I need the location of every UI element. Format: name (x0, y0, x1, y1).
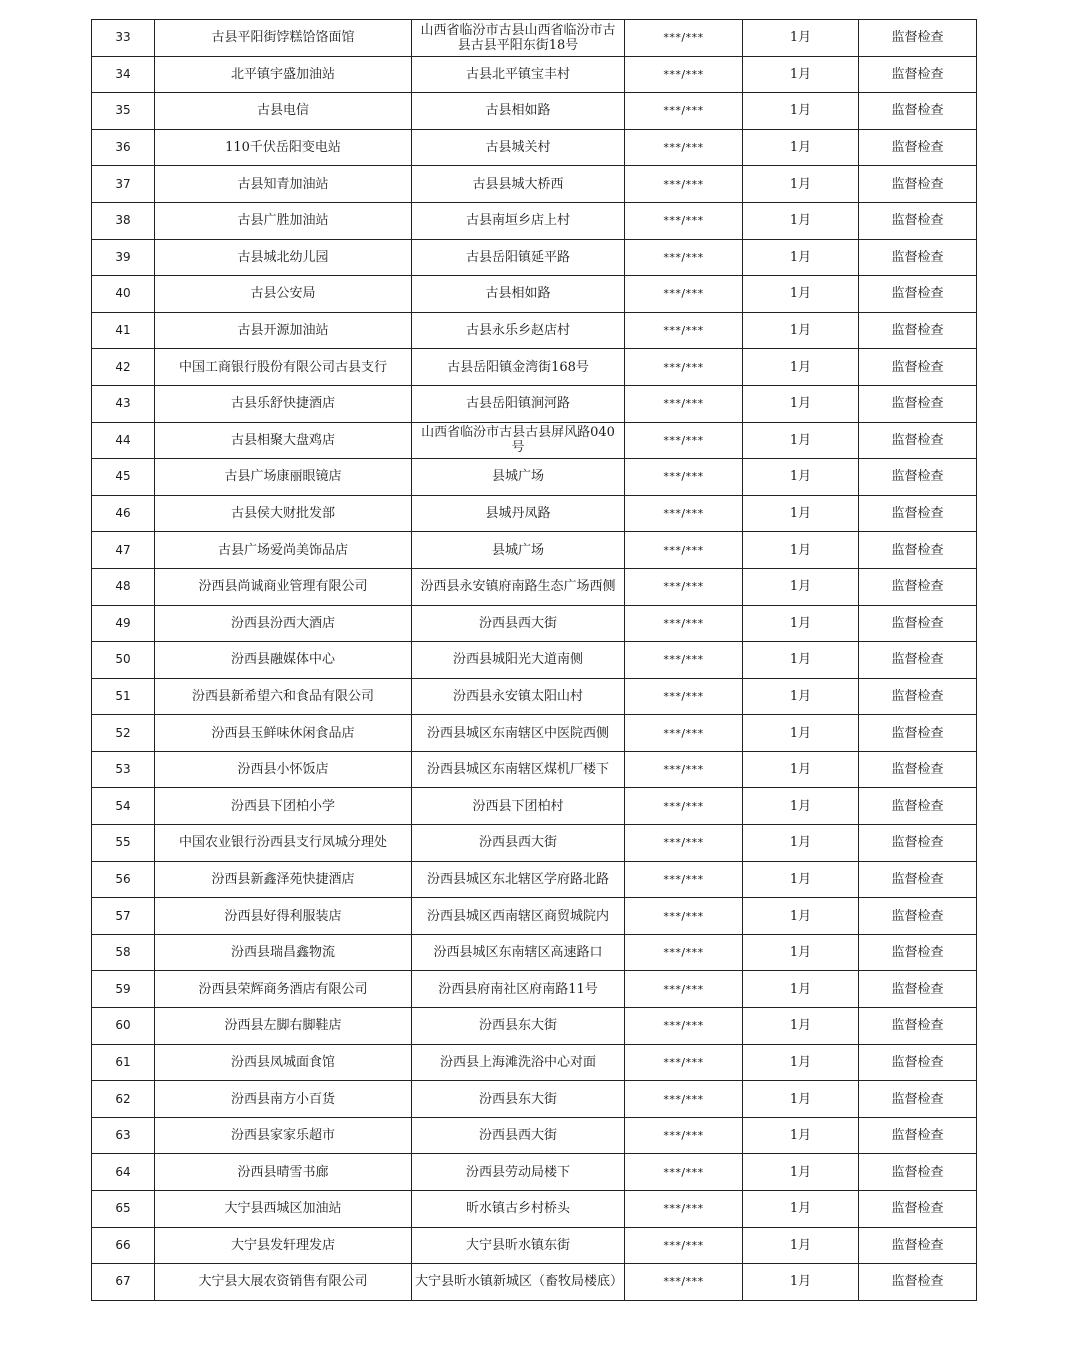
cell-unit-name: 北平镇宇盛加油站 (155, 56, 412, 93)
cell-number: 43 (92, 385, 155, 422)
cell-number: 37 (92, 166, 155, 203)
cell-address: 汾西县城区东南辖区煤机厂楼下 (412, 751, 625, 788)
cell-inspection-type: 监督检查 (859, 56, 977, 93)
cell-inspection-type: 监督检查 (859, 532, 977, 569)
cell-code: ***/*** (625, 1117, 743, 1154)
table-row (92, 385, 977, 422)
cell-unit-name: 汾西县尚诚商业管理有限公司 (155, 568, 412, 605)
cell-number: 61 (92, 1044, 155, 1081)
cell-address: 县城广场 (412, 459, 625, 496)
table-row (92, 1191, 977, 1228)
cell-inspection-type: 监督检查 (859, 825, 977, 862)
cell-number: 67 (92, 1264, 155, 1301)
cell-month: 1月 (743, 642, 859, 679)
cell-number: 58 (92, 934, 155, 971)
cell-unit-name: 汾西县好得利服装店 (155, 898, 412, 935)
table-row (92, 678, 977, 715)
cell-address: 山西省临汾市古县古县屏风路040号 (412, 422, 625, 459)
cell-inspection-type: 监督检查 (859, 349, 977, 386)
table-row (92, 825, 977, 862)
cell-unit-name: 古县公安局 (155, 276, 412, 313)
cell-unit-name: 古县城北幼儿园 (155, 239, 412, 276)
cell-number: 48 (92, 568, 155, 605)
cell-inspection-type: 监督检查 (859, 1264, 977, 1301)
cell-address: 汾西县永安镇太阳山村 (412, 678, 625, 715)
table-row (92, 93, 977, 130)
cell-unit-name: 汾西县汾西大酒店 (155, 605, 412, 642)
cell-number: 65 (92, 1191, 155, 1228)
cell-code: ***/*** (625, 715, 743, 752)
cell-number: 49 (92, 605, 155, 642)
cell-inspection-type: 监督检查 (859, 1008, 977, 1045)
cell-inspection-type: 监督检查 (859, 898, 977, 935)
cell-code: ***/*** (625, 532, 743, 569)
cell-code: ***/*** (625, 971, 743, 1008)
cell-unit-name: 古县乐舒快捷酒店 (155, 385, 412, 422)
cell-number: 63 (92, 1117, 155, 1154)
cell-unit-name: 古县侯大财批发部 (155, 495, 412, 532)
cell-number: 53 (92, 751, 155, 788)
cell-number: 55 (92, 825, 155, 862)
cell-number: 59 (92, 971, 155, 1008)
cell-month: 1月 (743, 422, 859, 459)
cell-address: 山西省临汾市古县山西省临汾市古县古县平阳东街18号 (412, 20, 625, 57)
cell-unit-name: 汾西县玉鲜味休闲食品店 (155, 715, 412, 752)
cell-month: 1月 (743, 715, 859, 752)
cell-month: 1月 (743, 1044, 859, 1081)
table-row (92, 1227, 977, 1264)
cell-month: 1月 (743, 825, 859, 862)
cell-code: ***/*** (625, 129, 743, 166)
cell-code: ***/*** (625, 239, 743, 276)
cell-unit-name: 汾西县下团柏小学 (155, 788, 412, 825)
cell-month: 1月 (743, 459, 859, 496)
cell-number: 52 (92, 715, 155, 752)
cell-inspection-type: 监督检查 (859, 129, 977, 166)
table-row (92, 861, 977, 898)
table-row (92, 934, 977, 971)
cell-month: 1月 (743, 605, 859, 642)
cell-code: ***/*** (625, 312, 743, 349)
cell-code: ***/*** (625, 825, 743, 862)
cell-month: 1月 (743, 349, 859, 386)
cell-address: 汾西县东大街 (412, 1008, 625, 1045)
cell-number: 39 (92, 239, 155, 276)
table-row (92, 20, 977, 57)
cell-unit-name: 汾西县新鑫泽苑快捷酒店 (155, 861, 412, 898)
inspection-table (91, 19, 977, 1301)
cell-inspection-type: 监督检查 (859, 934, 977, 971)
cell-address: 古县岳阳镇延平路 (412, 239, 625, 276)
table-row (92, 568, 977, 605)
cell-inspection-type: 监督检查 (859, 861, 977, 898)
cell-inspection-type: 监督检查 (859, 1044, 977, 1081)
cell-address: 古县城关村 (412, 129, 625, 166)
cell-month: 1月 (743, 1154, 859, 1191)
cell-address: 汾西县上海滩洗浴中心对面 (412, 1044, 625, 1081)
table-row (92, 1264, 977, 1301)
cell-address: 古县县城大桥西 (412, 166, 625, 203)
cell-month: 1月 (743, 1191, 859, 1228)
table-row (92, 751, 977, 788)
cell-code: ***/*** (625, 422, 743, 459)
cell-address: 县城广场 (412, 532, 625, 569)
cell-code: ***/*** (625, 385, 743, 422)
cell-unit-name: 汾西县晴雪书廊 (155, 1154, 412, 1191)
cell-address: 汾西县府南社区府南路11号 (412, 971, 625, 1008)
cell-address: 汾西县西大街 (412, 1117, 625, 1154)
cell-inspection-type: 监督检查 (859, 276, 977, 313)
cell-unit-name: 大宁县发轩理发店 (155, 1227, 412, 1264)
cell-month: 1月 (743, 202, 859, 239)
cell-inspection-type: 监督检查 (859, 93, 977, 130)
table-row (92, 129, 977, 166)
cell-month: 1月 (743, 861, 859, 898)
cell-code: ***/*** (625, 1227, 743, 1264)
cell-address: 汾西县永安镇府南路生态广场西侧 (412, 568, 625, 605)
table-row (92, 642, 977, 679)
cell-code: ***/*** (625, 861, 743, 898)
table-row (92, 898, 977, 935)
cell-month: 1月 (743, 20, 859, 57)
cell-number: 38 (92, 202, 155, 239)
cell-inspection-type: 监督检查 (859, 715, 977, 752)
cell-inspection-type: 监督检查 (859, 312, 977, 349)
table-row (92, 495, 977, 532)
cell-address: 古县南垣乡店上村 (412, 202, 625, 239)
cell-month: 1月 (743, 678, 859, 715)
cell-number: 64 (92, 1154, 155, 1191)
table-row (92, 1044, 977, 1081)
cell-code: ***/*** (625, 1154, 743, 1191)
cell-unit-name: 汾西县小怀饭店 (155, 751, 412, 788)
cell-month: 1月 (743, 276, 859, 313)
cell-inspection-type: 监督检查 (859, 642, 977, 679)
table-row (92, 971, 977, 1008)
cell-number: 40 (92, 276, 155, 313)
cell-code: ***/*** (625, 1191, 743, 1228)
cell-month: 1月 (743, 495, 859, 532)
cell-number: 60 (92, 1008, 155, 1045)
table-row (92, 1154, 977, 1191)
cell-unit-name: 古县相聚大盘鸡店 (155, 422, 412, 459)
cell-month: 1月 (743, 1117, 859, 1154)
cell-inspection-type: 监督检查 (859, 202, 977, 239)
cell-inspection-type: 监督检查 (859, 1117, 977, 1154)
cell-code: ***/*** (625, 605, 743, 642)
table-row (92, 459, 977, 496)
cell-number: 34 (92, 56, 155, 93)
cell-number: 57 (92, 898, 155, 935)
cell-inspection-type: 监督检查 (859, 1081, 977, 1118)
cell-inspection-type: 监督检查 (859, 166, 977, 203)
cell-inspection-type: 监督检查 (859, 971, 977, 1008)
cell-address: 汾西县东大街 (412, 1081, 625, 1118)
cell-code: ***/*** (625, 495, 743, 532)
cell-code: ***/*** (625, 202, 743, 239)
table-row (92, 349, 977, 386)
cell-code: ***/*** (625, 459, 743, 496)
cell-month: 1月 (743, 166, 859, 203)
cell-inspection-type: 监督检查 (859, 1227, 977, 1264)
cell-code: ***/*** (625, 1264, 743, 1301)
cell-address: 汾西县西大街 (412, 605, 625, 642)
cell-month: 1月 (743, 568, 859, 605)
cell-month: 1月 (743, 312, 859, 349)
cell-unit-name: 大宁县大展农资销售有限公司 (155, 1264, 412, 1301)
cell-code: ***/*** (625, 751, 743, 788)
cell-address: 昕水镇古乡村桥头 (412, 1191, 625, 1228)
cell-month: 1月 (743, 532, 859, 569)
cell-address: 古县岳阳镇涧河路 (412, 385, 625, 422)
cell-unit-name: 古县开源加油站 (155, 312, 412, 349)
table-row (92, 1081, 977, 1118)
table-row (92, 239, 977, 276)
cell-unit-name: 中国工商银行股份有限公司古县支行 (155, 349, 412, 386)
cell-address: 汾西县城区西南辖区商贸城院内 (412, 898, 625, 935)
cell-unit-name: 汾西县凤城面食馆 (155, 1044, 412, 1081)
cell-number: 47 (92, 532, 155, 569)
cell-month: 1月 (743, 385, 859, 422)
cell-month: 1月 (743, 1264, 859, 1301)
table-row (92, 605, 977, 642)
cell-month: 1月 (743, 788, 859, 825)
cell-code: ***/*** (625, 934, 743, 971)
cell-code: ***/*** (625, 788, 743, 825)
cell-address: 古县北平镇宝丰村 (412, 56, 625, 93)
cell-address: 古县相如路 (412, 93, 625, 130)
cell-number: 33 (92, 20, 155, 57)
cell-number: 45 (92, 459, 155, 496)
cell-inspection-type: 监督检查 (859, 422, 977, 459)
table-row (92, 532, 977, 569)
cell-address: 汾西县下团柏村 (412, 788, 625, 825)
cell-month: 1月 (743, 1081, 859, 1118)
table-row (92, 1008, 977, 1045)
cell-code: ***/*** (625, 56, 743, 93)
cell-inspection-type: 监督检查 (859, 605, 977, 642)
cell-code: ***/*** (625, 349, 743, 386)
cell-inspection-type: 监督检查 (859, 495, 977, 532)
cell-code: ***/*** (625, 1081, 743, 1118)
table-row (92, 788, 977, 825)
cell-number: 46 (92, 495, 155, 532)
cell-address: 大宁县昕水镇东街 (412, 1227, 625, 1264)
table-row (92, 56, 977, 93)
cell-inspection-type: 监督检查 (859, 751, 977, 788)
cell-month: 1月 (743, 129, 859, 166)
cell-unit-name: 汾西县融媒体中心 (155, 642, 412, 679)
cell-unit-name: 汾西县瑞昌鑫物流 (155, 934, 412, 971)
cell-unit-name: 汾西县左脚右脚鞋店 (155, 1008, 412, 1045)
cell-month: 1月 (743, 239, 859, 276)
cell-number: 62 (92, 1081, 155, 1118)
table-row (92, 312, 977, 349)
table-body (92, 20, 977, 1301)
cell-month: 1月 (743, 934, 859, 971)
cell-month: 1月 (743, 971, 859, 1008)
table-row (92, 276, 977, 313)
table-row (92, 1117, 977, 1154)
cell-code: ***/*** (625, 1008, 743, 1045)
cell-address: 古县相如路 (412, 276, 625, 313)
cell-code: ***/*** (625, 568, 743, 605)
cell-address: 大宁县昕水镇新城区（畜牧局楼底） (412, 1264, 625, 1301)
cell-unit-name: 中国农业银行汾西县支行凤城分理处 (155, 825, 412, 862)
cell-inspection-type: 监督检查 (859, 1191, 977, 1228)
table-row (92, 422, 977, 459)
cell-address: 汾西县劳动局楼下 (412, 1154, 625, 1191)
cell-number: 66 (92, 1227, 155, 1264)
cell-unit-name: 汾西县荣辉商务酒店有限公司 (155, 971, 412, 1008)
cell-inspection-type: 监督检查 (859, 568, 977, 605)
cell-address: 古县永乐乡赵店村 (412, 312, 625, 349)
cell-address: 汾西县城区东南辖区中医院西侧 (412, 715, 625, 752)
cell-number: 56 (92, 861, 155, 898)
cell-inspection-type: 监督检查 (859, 20, 977, 57)
cell-number: 41 (92, 312, 155, 349)
cell-inspection-type: 监督检查 (859, 459, 977, 496)
cell-unit-name: 古县平阳街饽糕饸饹面馆 (155, 20, 412, 57)
cell-unit-name: 汾西县新希望六和食品有限公司 (155, 678, 412, 715)
cell-inspection-type: 监督检查 (859, 385, 977, 422)
cell-number: 51 (92, 678, 155, 715)
cell-address: 汾西县城区东南辖区高速路口 (412, 934, 625, 971)
cell-month: 1月 (743, 56, 859, 93)
cell-address: 县城丹凤路 (412, 495, 625, 532)
cell-month: 1月 (743, 93, 859, 130)
cell-month: 1月 (743, 1227, 859, 1264)
cell-number: 54 (92, 788, 155, 825)
cell-unit-name: 古县知青加油站 (155, 166, 412, 203)
cell-unit-name: 汾西县南方小百货 (155, 1081, 412, 1118)
cell-number: 44 (92, 422, 155, 459)
table-row (92, 202, 977, 239)
cell-unit-name: 古县广场爱尚美饰品店 (155, 532, 412, 569)
cell-month: 1月 (743, 751, 859, 788)
cell-code: ***/*** (625, 1044, 743, 1081)
cell-month: 1月 (743, 898, 859, 935)
cell-inspection-type: 监督检查 (859, 239, 977, 276)
cell-number: 35 (92, 93, 155, 130)
cell-unit-name: 古县广场康丽眼镜店 (155, 459, 412, 496)
cell-code: ***/*** (625, 642, 743, 679)
cell-number: 50 (92, 642, 155, 679)
cell-inspection-type: 监督检查 (859, 678, 977, 715)
cell-unit-name: 古县电信 (155, 93, 412, 130)
cell-address: 汾西县城区东北辖区学府路北路 (412, 861, 625, 898)
cell-code: ***/*** (625, 898, 743, 935)
cell-code: ***/*** (625, 166, 743, 203)
cell-address: 古县岳阳镇金湾街168号 (412, 349, 625, 386)
cell-month: 1月 (743, 1008, 859, 1045)
cell-code: ***/*** (625, 276, 743, 313)
cell-code: ***/*** (625, 20, 743, 57)
cell-unit-name: 汾西县家家乐超市 (155, 1117, 412, 1154)
cell-code: ***/*** (625, 93, 743, 130)
cell-inspection-type: 监督检查 (859, 1154, 977, 1191)
cell-inspection-type: 监督检查 (859, 788, 977, 825)
cell-number: 36 (92, 129, 155, 166)
table-row (92, 715, 977, 752)
cell-unit-name: 110千伏岳阳变电站 (155, 129, 412, 166)
cell-unit-name: 古县广胜加油站 (155, 202, 412, 239)
cell-code: ***/*** (625, 678, 743, 715)
cell-address: 汾西县西大街 (412, 825, 625, 862)
cell-address: 汾西县城阳光大道南侧 (412, 642, 625, 679)
cell-number: 42 (92, 349, 155, 386)
cell-unit-name: 大宁县西城区加油站 (155, 1191, 412, 1228)
table-row (92, 166, 977, 203)
